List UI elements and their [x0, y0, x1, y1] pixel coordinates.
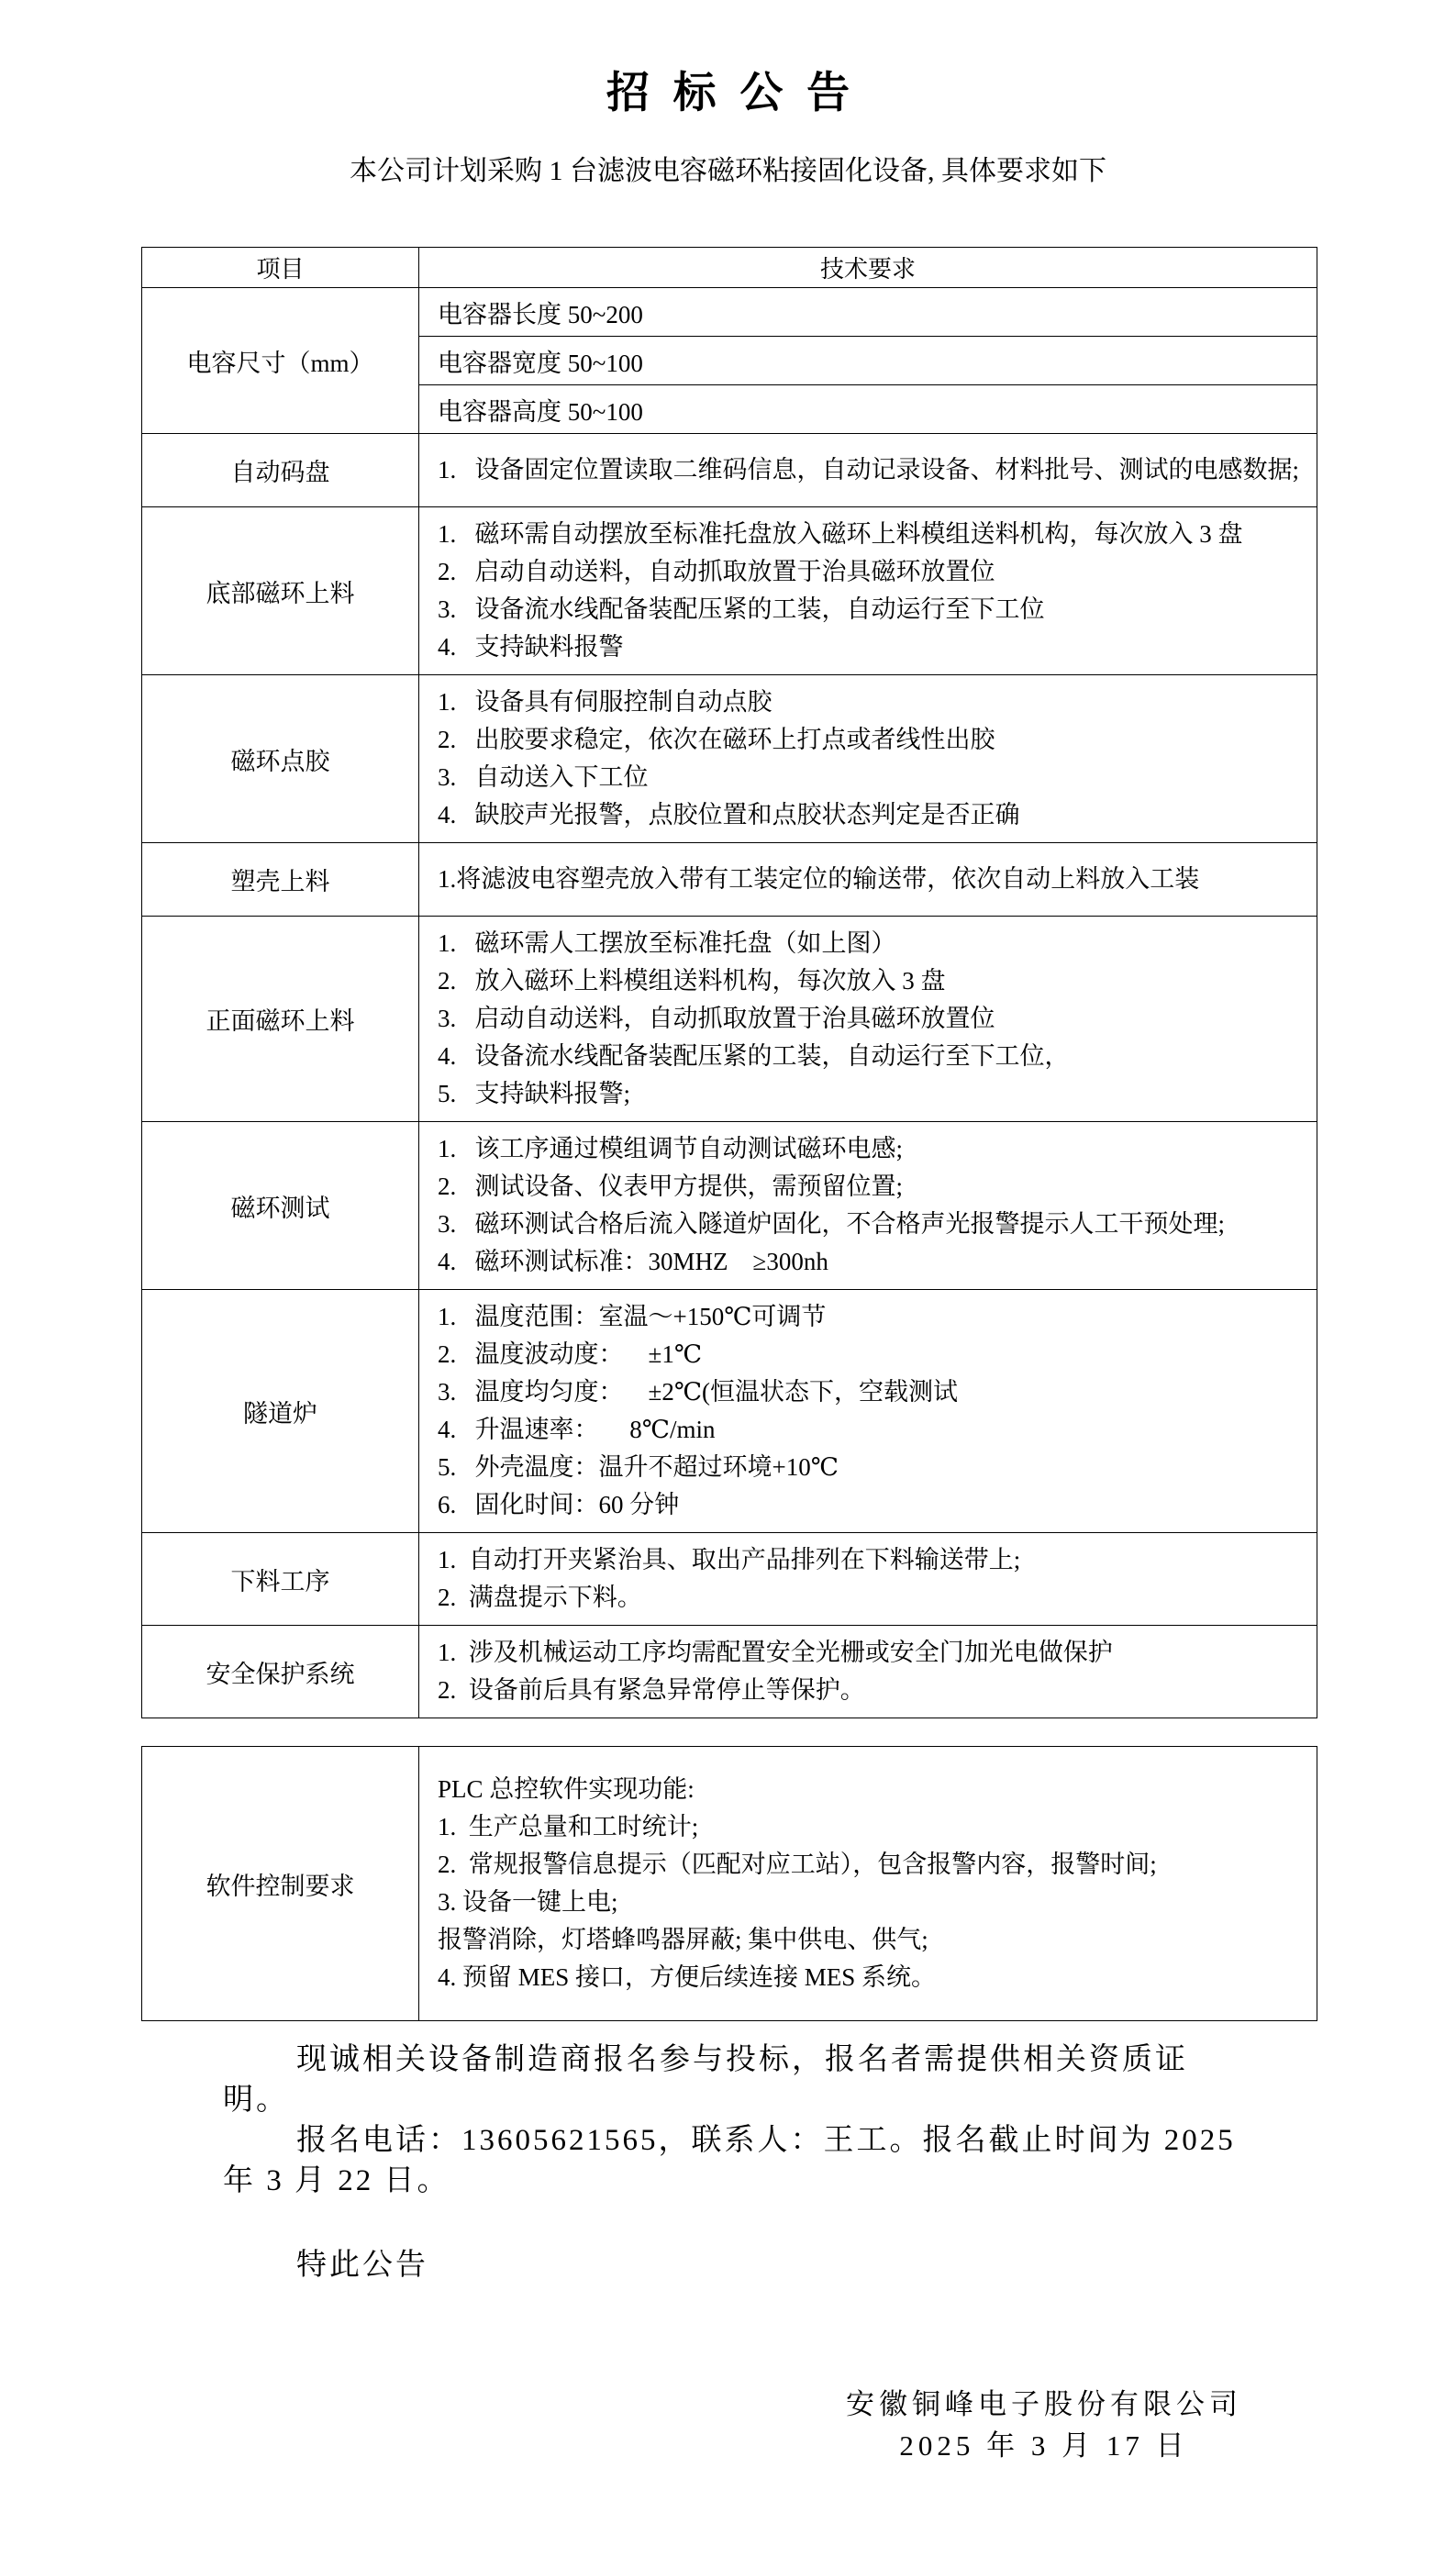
row-label: 塑壳上料 [142, 843, 419, 917]
requirement-line: 2. 设备前后具有紧急异常停止等保护。 [438, 1676, 865, 1704]
requirements-table-body [142, 288, 1317, 1718]
table-row [142, 917, 1317, 1122]
requirement-line: 3. 温度均匀度： ±2℃(恒温状态下，空载测试 [438, 1378, 959, 1406]
row-label: 自动码盘 [142, 434, 419, 507]
requirement-line: PLC 总控软件实现功能: [438, 1775, 695, 1803]
software-requirements-cell [419, 1747, 1317, 2021]
requirement-line: 1. 设备固定位置读取二维码信息，自动记录设备、材料批号、测试的电感数据; [438, 456, 1299, 484]
row-label: 下料工序 [142, 1533, 419, 1626]
row-label: 磁环点胶 [142, 675, 419, 843]
requirement-line: 3. 设备流水线配备装配压紧的工装，自动运行至下工位 [438, 595, 1045, 623]
requirement-line: 1. 设备具有伺服控制自动点胶 [438, 688, 772, 716]
requirement-line: 1. 温度范围：室温～+150℃可调节 [438, 1303, 827, 1330]
row-label: 磁环测试 [142, 1122, 419, 1290]
issue-date: 2025 年 3 月 17 日 [899, 2429, 1189, 2462]
requirement-line: 1.将滤波电容塑壳放入带有工装定位的输送带，依次自动上料放入工装 [438, 865, 1200, 893]
requirement-cell [419, 507, 1317, 675]
closing-notice: 特此公告 [296, 2249, 428, 2282]
requirement-line: 电容器宽度 50~100 [438, 349, 643, 377]
requirement-cell [419, 434, 1317, 507]
row-label: 隧道炉 [142, 1290, 419, 1533]
requirement-line: 2. 测试设备、仪表甲方提供，需预留位置; [438, 1173, 904, 1200]
row-label: 电容尺寸（mm） [142, 288, 419, 434]
requirement-line: 3. 启动自动送料，自动抓取放置于治具磁环放置位 [438, 1005, 995, 1032]
requirement-line: 6. 固化时间：60 分钟 [438, 1491, 680, 1518]
row-label: 底部磁环上料 [142, 507, 419, 675]
requirement-line: 2. 放入磁环上料模组送料机构，每次放入 3 盘 [438, 967, 946, 995]
table-row [142, 1747, 1317, 2021]
requirement-line: 3. 磁环测试合格后流入隧道炉固化，不合格声光报警提示人工干预处理; [438, 1210, 1226, 1238]
table-row [142, 288, 1317, 337]
table-header-row [142, 248, 1317, 288]
column-header-item: 项目 [142, 248, 419, 288]
page-title: 招 标 公 告 [606, 70, 850, 117]
requirement-line: 报警消除，灯塔蜂鸣器屏蔽; 集中供电、供气; [438, 1926, 928, 1953]
table-row [142, 1122, 1317, 1290]
requirement-cell [419, 843, 1317, 917]
requirement-cell [419, 1290, 1317, 1533]
table-row [142, 843, 1317, 917]
row-label: 安全保护系统 [142, 1626, 419, 1718]
requirement-line: 4. 磁环测试标准：30MHZ ≥300nh [438, 1248, 828, 1275]
requirement-line: 1. 磁环需人工摆放至标准托盘（如上图） [438, 929, 896, 957]
requirement-cell [419, 1533, 1317, 1626]
requirement-line: 1. 涉及机械运动工序均需配置安全光栅或安全门加光电做保护 [438, 1639, 1113, 1666]
requirement-line: 3. 设备一键上电; [438, 1888, 618, 1916]
requirement-subrow-cell [419, 288, 1317, 337]
requirement-line: 4. 支持缺料报警 [438, 633, 624, 661]
requirement-line: 2. 温度波动度： ±1℃ [438, 1340, 703, 1368]
requirement-line: 1. 生产总量和工时统计; [438, 1813, 699, 1840]
requirements-table [141, 247, 1317, 1718]
requirement-cell [419, 1122, 1317, 1290]
requirement-line: 3. 自动送入下工位 [438, 763, 649, 791]
paragraph-line: 报名电话：13605621565，联系人：王工。报名截止时间为 2025 [296, 2124, 1236, 2157]
requirement-subrow-cell [419, 385, 1317, 434]
requirement-line: 电容器长度 50~200 [438, 300, 643, 328]
requirement-line: 5. 外壳温度：温升不超过环境+10℃ [438, 1453, 839, 1481]
requirement-cell [419, 675, 1317, 843]
table-row [142, 1626, 1317, 1718]
requirement-line: 2. 满盘提示下料。 [438, 1584, 642, 1611]
table-row [142, 507, 1317, 675]
table-row [142, 1533, 1317, 1626]
table-row [142, 434, 1317, 507]
paragraph-line: 年 3 月 22 日。 [223, 2164, 450, 2197]
table-row [142, 1290, 1317, 1533]
intro-text: 本公司计划采购 1 台滤波电容磁环粘接固化设备, 具体要求如下 [350, 156, 1106, 186]
paragraph-line: 明。 [223, 2084, 289, 2117]
requirement-cell [419, 917, 1317, 1122]
requirement-line: 电容器高度 50~100 [438, 397, 643, 426]
signature-block [824, 2384, 1264, 2466]
requirement-cell [419, 1626, 1317, 1718]
company-name: 安徽铜峰电子股份有限公司 [846, 2388, 1242, 2420]
requirement-line: 1. 自动打开夹紧治具、取出产品排列在下料输送带上; [438, 1546, 1021, 1573]
requirement-line: 1. 该工序通过模组调节自动测试磁环电感; [438, 1135, 904, 1162]
requirement-line: 1. 磁环需自动摆放至标准托盘放入磁环上料模组送料机构，每次放入 3 盘 [438, 520, 1243, 548]
requirement-line: 2. 启动自动送料，自动抓取放置于治具磁环放置位 [438, 558, 995, 585]
software-table [141, 1746, 1317, 2021]
requirement-line: 2. 出胶要求稳定，依次在磁环上打点或者线性出胶 [438, 726, 995, 753]
requirement-line: 4. 升温速率： 8℃/min [438, 1416, 716, 1443]
requirement-subrow-cell [419, 337, 1317, 385]
table-row [142, 675, 1317, 843]
paragraph-line: 现诚相关设备制造商报名参与投标，报名者需提供相关资质证 [296, 2043, 1188, 2076]
requirement-line: 4. 缺胶声光报警，点胶位置和点胶状态判定是否正确 [438, 801, 1020, 828]
requirement-line: 2. 常规报警信息提示（匹配对应工站），包含报警内容，报警时间; [438, 1851, 1157, 1878]
requirement-line: 4. 预留 MES 接口，方便后续连接 MES 系统。 [438, 1963, 937, 1991]
requirement-line: 5. 支持缺料报警; [438, 1080, 631, 1107]
closing-paragraph-invitation [223, 2040, 1351, 2120]
row-label-software: 软件控制要求 [142, 1747, 419, 2021]
closing-section [223, 2040, 1351, 2285]
row-label: 正面磁环上料 [142, 917, 419, 1122]
requirement-line: 4. 设备流水线配备装配压紧的工装，自动运行至下工位， [438, 1042, 1070, 1070]
column-header-requirement: 技术要求 [419, 248, 1317, 288]
closing-paragraph-contact [223, 2120, 1351, 2201]
